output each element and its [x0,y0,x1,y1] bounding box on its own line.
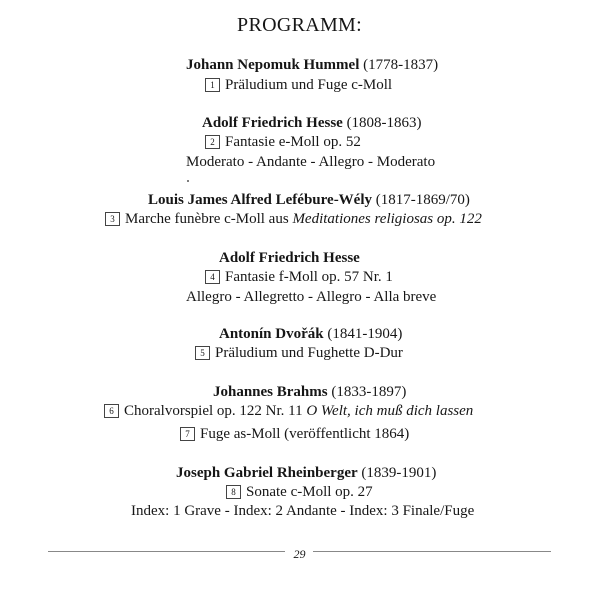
track-title: Präludium und Fuge c-Moll [225,77,393,93]
footer-rule-right [313,551,551,552]
track-line [105,210,482,228]
composer-dates: (1817-1869/70) [375,192,470,208]
composer-heading [219,249,360,267]
track-title: Choralvorspiel op. 122 Nr. 11 [124,403,307,419]
track-line [180,425,409,443]
track-title: Fantasie e-Moll op. 52 [225,134,361,150]
composer-heading [148,191,470,209]
composer-dates: (1778-1837) [363,57,439,73]
track-line [195,344,403,362]
composer-dates: (1833-1897) [331,384,407,400]
composer-dates: (1808-1863) [346,115,422,131]
track-number-box: 8 [226,485,241,499]
track-title-italic: Meditationes religiosas op. 122 [292,211,482,227]
track-title: Marche funèbre c-Moll aus [125,211,293,227]
track-line [205,76,392,94]
track-title: Fantasie f-Moll op. 57 Nr. 1 [225,269,393,285]
composer-name: Adolf Friedrich Hesse [219,250,360,266]
track-number-box: 1 [205,78,220,92]
composer-name: Johann Nepomuk Hummel [186,57,360,73]
movements-line: Allegro - Allegretto - Allegro - Alla breve [186,289,437,305]
movements-line: Moderato - Andante - Allegro - Moderato [186,154,436,170]
page-title: PROGRAMM: [237,14,362,36]
composer-heading [219,325,402,343]
track-title: Fuge as-Moll (veröffentlicht 1864) [200,426,410,442]
track-number-box: 2 [205,135,220,149]
track-title: Sonate c-Moll op. 27 [246,484,373,500]
composer-heading [176,464,436,482]
track-line [226,483,373,501]
composer-dates: (1839-1901) [361,465,437,481]
page-number: 29 [293,547,306,561]
composer-name: Louis James Alfred Lefébure-Wély [148,192,373,208]
track-line [205,133,361,151]
track-number-box: 3 [105,212,120,226]
track-number-box: 6 [104,404,119,418]
track-number-box: 4 [205,270,220,284]
track-number-box: 5 [195,346,210,360]
composer-name: Johannes Brahms [213,384,328,400]
composer-name: Joseph Gabriel Rheinberger [176,465,358,481]
track-title: Präludium und Fughette D-Dur [215,345,403,361]
track-line [205,268,393,286]
track-number-box: 7 [180,427,195,441]
track-title-italic: O Welt, ich muß dich lassen [306,403,474,419]
composer-dates: (1841-1904) [327,326,403,342]
stray-dot [187,180,189,182]
track-line [104,402,473,420]
movements-line: Index: 1 Grave - Index: 2 Andante - Index: 3 Finale/Fuge [131,503,475,519]
composer-heading [186,56,438,74]
composer-name: Antonín Dvořák [219,326,324,342]
composer-name: Adolf Friedrich Hesse [202,115,343,131]
composer-heading [202,114,422,132]
composer-heading [213,383,406,401]
